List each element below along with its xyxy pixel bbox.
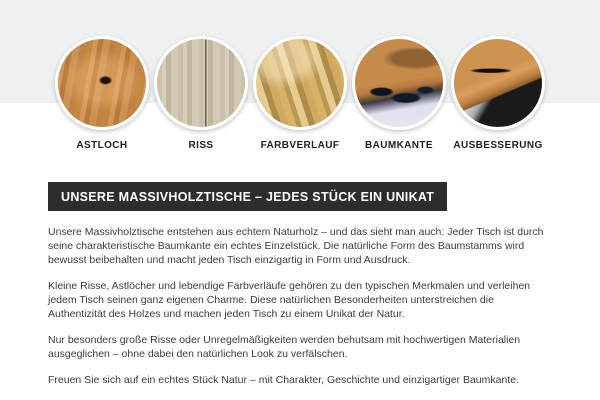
feature-riss [152, 36, 251, 151]
section-body [48, 225, 552, 387]
paragraph-ausbesserung: Nur besonders große Risse oder Unregelmäßigkeiten werden behutsam mit hochwertigen Materialien ausgeglichen – ohne dabei den natürlichen Look zu verfälschen. [48, 334, 521, 360]
feature-label-riss: RISS [188, 140, 214, 151]
feature-farbverlauf [251, 36, 350, 151]
section-title: UNSERE MASSIVHOLZTISCHE – JEDES STÜCK EIN UNIKAT [48, 182, 447, 211]
paragraph-merkmale: Kleine Risse, Astlöcher und lebendige Farbverläufe gehören zu den typischen Merkmalen und verleihen jedem Tisch seinen ganz eigenen Charme. Diese natürlichen Besonderheiten unterstreichen die Authentizität des Holzes und machen jeden Tisch zu einem Unikat der Natur. [48, 280, 531, 320]
description-section [0, 168, 600, 387]
paragraph-intro: Unsere Massivholztische entstehen aus echtem Naturholz – und das sieht man auch: Jeder Tisch ist durch seine charakteristische Baumkante ein echtes Einzelstück. Die natürliche Form des Baumstamms wird bewusst beibehalten und macht jeden Tisch einzigartig in Form und Ausdruck. [48, 226, 544, 266]
feature-circles-row [0, 36, 600, 151]
feature-label-farbverlauf: FARBVERLAUF [260, 140, 340, 151]
feature-astloch [53, 36, 152, 151]
feature-ausbesserung [449, 36, 548, 151]
paragraph-abschluss: Freuen Sie sich auf ein echtes Stück Natur – mit Charakter, Geschichte und einzigartiger Baumkante. [48, 374, 519, 386]
wood-crack-photo [154, 36, 248, 130]
feature-hero-section [0, 0, 600, 168]
wood-color-gradient-photo [253, 36, 347, 130]
feature-label-ausbesserung: AUSBESSERUNG [453, 140, 543, 151]
feature-label-astloch: ASTLOCH [76, 140, 128, 151]
live-edge-photo [352, 36, 446, 130]
feature-baumkante [350, 36, 449, 151]
wood-knot-photo [55, 36, 149, 130]
repaired-corner-photo [451, 36, 545, 130]
feature-label-baumkante: BAUMKANTE [364, 140, 434, 151]
